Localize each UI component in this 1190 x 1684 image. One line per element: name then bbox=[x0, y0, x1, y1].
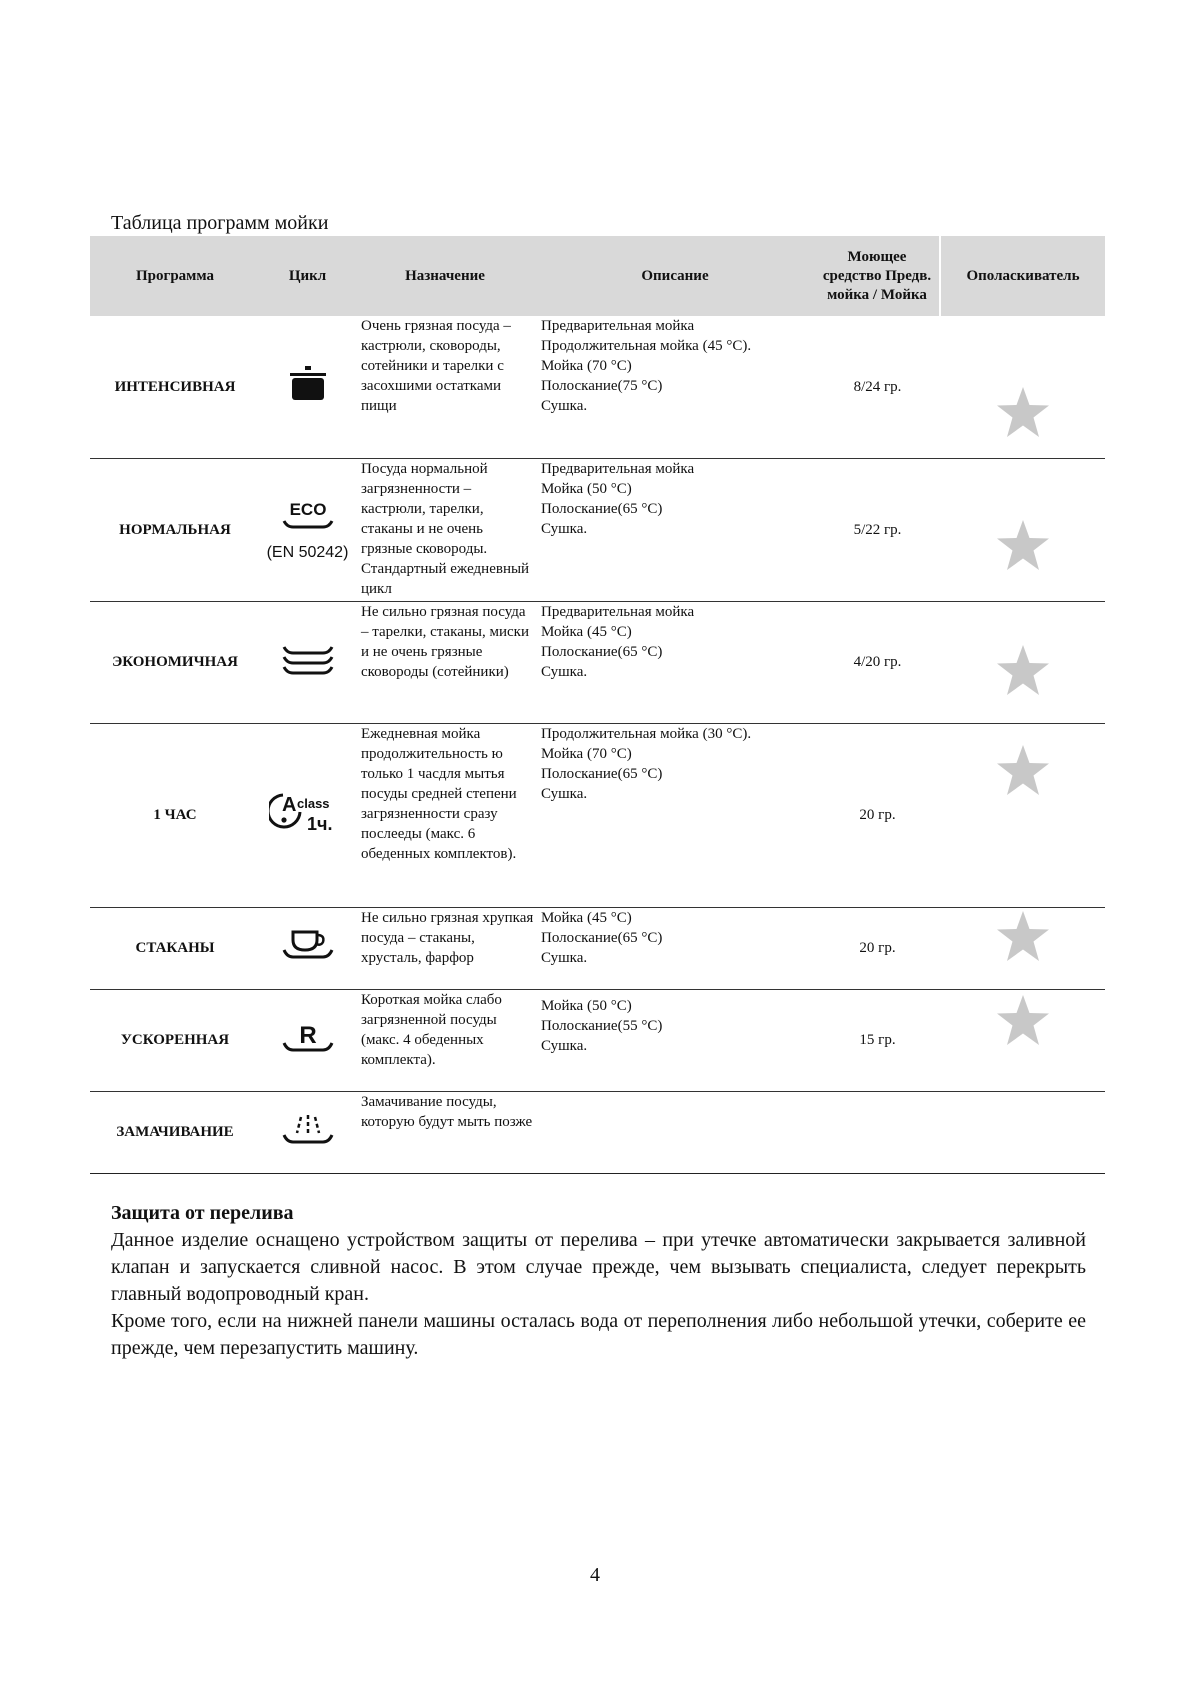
section-title: Защита от перелива bbox=[111, 1202, 294, 1224]
rinse-aid-cell bbox=[940, 458, 1105, 601]
purpose-text: Замачивание посуды, которую будут мыть позже bbox=[355, 1091, 535, 1173]
cycle-cell bbox=[260, 723, 355, 907]
table-row bbox=[90, 316, 1105, 458]
program-name: ЭКОНОМИЧНАЯ bbox=[90, 601, 260, 723]
rinse-aid-cell bbox=[940, 1091, 1105, 1173]
col-detergent: Моющее средство Предв. мойка / Мойка bbox=[815, 236, 940, 316]
col-rinse-aid: Ополаскиватель bbox=[940, 236, 1105, 316]
col-cycle: Цикл bbox=[260, 236, 355, 316]
rinse-aid-cell bbox=[940, 989, 1105, 1091]
star-icon bbox=[996, 994, 1050, 1046]
program-name: СТАКАНЫ bbox=[90, 907, 260, 989]
eco-standard-note: (EN 50242) bbox=[266, 543, 349, 561]
star-icon bbox=[996, 744, 1050, 796]
description-text bbox=[535, 1091, 815, 1173]
purpose-text: Короткая мойка слабо загрязненной посуды (макс. 4 обеденных комплекта). bbox=[355, 989, 535, 1091]
table-row bbox=[90, 458, 1105, 601]
page-number: 4 bbox=[590, 1564, 600, 1586]
purpose-text: Не сильно грязная посуда – тарелки, стаканы, миски и не очень грязные сковороды (сотейники) bbox=[355, 601, 535, 723]
program-name: ИНТЕНСИВНАЯ bbox=[90, 316, 260, 458]
program-name: НОРМАЛЬНАЯ bbox=[90, 458, 260, 601]
description-text: Продолжительная мойка (30 °С). Мойка (70 °С) Полоскание(65 °С) Сушка. bbox=[535, 723, 815, 907]
star-icon bbox=[996, 910, 1050, 962]
rinse-aid-cell bbox=[940, 723, 1105, 907]
paragraph: Данное изделие оснащено устройством защиты от перелива – при утечке автоматически закрывается заливной клапан и запускается сливной насос. В этом случае прежде, чем вызывать специалиста, следует перекрыть главный водопроводный кран. bbox=[111, 1229, 1086, 1305]
detergent-amount: 4/20 гр. bbox=[815, 601, 940, 723]
table-header-row bbox=[90, 236, 1105, 316]
description-text: Предварительная мойка Мойка (50 °С) Полоскание(65 °С) Сушка. bbox=[535, 458, 815, 601]
description-text: Мойка (50 °С) Полоскание(55 °С) Сушка. bbox=[535, 989, 815, 1091]
table-row bbox=[90, 907, 1105, 989]
soak-icon bbox=[281, 1111, 335, 1147]
table-title: Таблица программ мойки bbox=[111, 212, 329, 234]
cycle-cell bbox=[260, 601, 355, 723]
cycle-cell bbox=[260, 907, 355, 989]
description-text: Предварительная мойка Мойка (45 °С) Полоскание(65 °С) Сушка. bbox=[535, 601, 815, 723]
aclass-label: class bbox=[296, 796, 330, 811]
description-text: Мойка (45 °С) Полоскание(65 °С) Сушка. bbox=[535, 907, 815, 989]
cycle-cell bbox=[260, 1091, 355, 1173]
eco-label: ECO bbox=[289, 499, 326, 519]
purpose-text: Очень грязная посуда – кастрюли, сковороды, сотейники и тарелки с засохшими остатками пищи bbox=[355, 316, 535, 458]
col-purpose: Назначение bbox=[355, 236, 535, 316]
col-description: Описание bbox=[535, 236, 815, 316]
plates-icon bbox=[281, 641, 335, 677]
star-icon bbox=[996, 519, 1050, 571]
rinse-aid-cell bbox=[940, 907, 1105, 989]
aclass-1h-icon bbox=[269, 790, 347, 834]
purpose-text: Посуда нормальной загрязненности – кастрюли, тарелки, стаканы и не очень грязные сковороды. Стандартный ежедневный цикл bbox=[355, 458, 535, 601]
star-icon bbox=[996, 386, 1050, 438]
purpose-text: Не сильно грязная хрупкая посуда – стаканы, хрусталь, фарфор bbox=[355, 907, 535, 989]
detergent-amount: 15 гр. bbox=[815, 989, 940, 1091]
rapid-label: R bbox=[298, 1022, 317, 1049]
detergent-amount: 5/22 гр. bbox=[815, 458, 940, 601]
overflow-protection-section bbox=[111, 1200, 1086, 1362]
pot-icon bbox=[288, 364, 328, 404]
program-name: 1 ЧАС bbox=[90, 723, 260, 907]
cycle-cell bbox=[260, 316, 355, 458]
rinse-aid-cell bbox=[940, 316, 1105, 458]
cycle-cell bbox=[260, 458, 355, 601]
detergent-amount: 8/24 гр. bbox=[815, 316, 940, 458]
rinse-aid-cell bbox=[940, 601, 1105, 723]
paragraph: Кроме того, если на нижней панели машины осталась вода от переполнения либо небольшой утечки, соберите ее прежде, чем перезапустить машину. bbox=[111, 1310, 1086, 1359]
program-name: УСКОРЕННАЯ bbox=[90, 989, 260, 1091]
cycle-cell bbox=[260, 989, 355, 1091]
star-icon bbox=[996, 644, 1050, 696]
table-row bbox=[90, 601, 1105, 723]
table-row bbox=[90, 989, 1105, 1091]
table-row bbox=[90, 723, 1105, 907]
program-table bbox=[90, 236, 1105, 1174]
one-hour-label: 1ч. bbox=[306, 814, 332, 834]
svg-text:A: A bbox=[281, 794, 296, 816]
purpose-text: Ежедневная мойка продолжительность ю только 1 часдля мытья посуды средней степени загрязненности сразу послееды (макс. 6 обеденных комплектов). bbox=[355, 723, 535, 907]
cup-icon bbox=[281, 928, 335, 962]
table-row bbox=[90, 1091, 1105, 1173]
eco-icon bbox=[281, 497, 335, 531]
rapid-r-icon bbox=[281, 1019, 335, 1055]
detergent-amount: 20 гр. bbox=[815, 907, 940, 989]
detergent-amount bbox=[815, 1091, 940, 1173]
col-program: Программа bbox=[90, 236, 260, 316]
program-name: ЗАМАЧИВАНИЕ bbox=[90, 1091, 260, 1173]
description-text: Предварительная мойка Продолжительная мойка (45 °С). Мойка (70 °С) Полоскание(75 °С) Сушка. bbox=[535, 316, 815, 458]
detergent-amount: 20 гр. bbox=[815, 723, 940, 907]
